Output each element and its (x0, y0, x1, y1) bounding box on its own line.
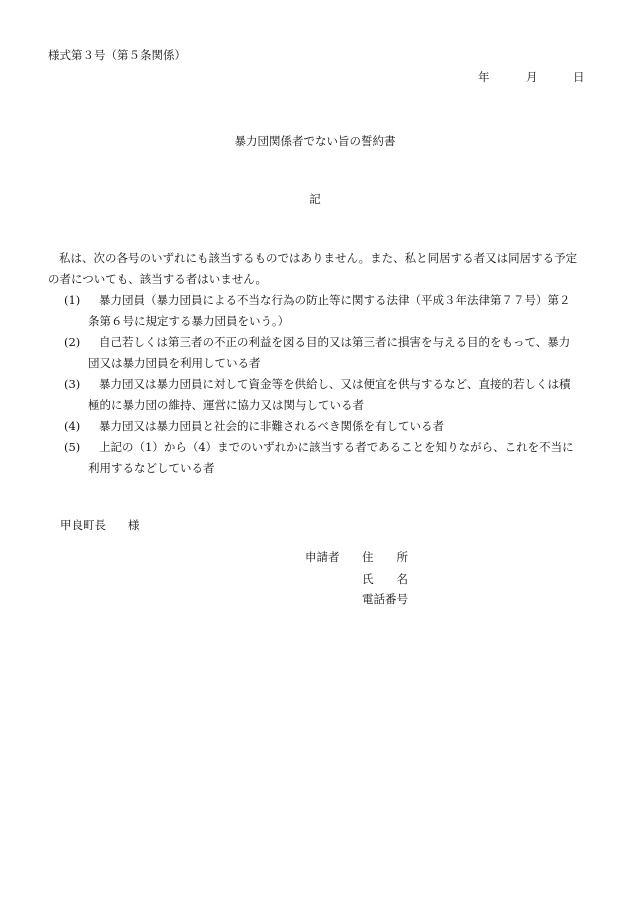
intro-line-2: の者についても、該当する者はいません。 (48, 272, 267, 286)
name-label: 氏 名 (362, 572, 408, 586)
item-text-line: 自己若しくは第三者の不正の利益を図る目的又は第三者に損害を与える目的をもって、暴力 (99, 335, 571, 349)
date-year-label: 年 (478, 70, 490, 84)
phone-label: 電話番号 (362, 592, 408, 606)
addressee-name: 甲良町長 (60, 518, 106, 532)
list-item (48, 332, 588, 374)
list-item (48, 437, 588, 479)
list-item (48, 416, 588, 437)
item-text-line: 暴力団又は暴力団員と社会的に非難されるべき関係を有している者 (99, 419, 444, 433)
date-month-label: 月 (526, 70, 538, 84)
date-line (478, 69, 588, 85)
item-number: (2) (64, 335, 81, 349)
item-text-line: 極的に暴力団の維持、運営に協力又は関与している者 (88, 398, 364, 412)
list-item (48, 374, 588, 416)
item-number: (5) (64, 440, 81, 454)
item-number: (4) (64, 419, 81, 433)
item-number: (1) (64, 293, 81, 307)
addressee (60, 517, 140, 533)
date-day-label: 日 (573, 70, 585, 84)
item-text-line: 上記の（1）から（4）までのいずれかに該当する者であることを知りながら、これを不当に (99, 440, 574, 454)
document-title: 暴力団関係者でない旨の誓約書 (234, 134, 396, 148)
applicant-label: 申請者 (305, 550, 340, 564)
addressee-honorific: 様 (128, 518, 140, 532)
declaration-items (48, 290, 588, 479)
address-label: 住 所 (362, 550, 408, 564)
intro-paragraph (48, 248, 588, 290)
list-item (48, 290, 588, 332)
form-number: 様式第３号（第５条関係） (48, 48, 186, 62)
item-text-line: 暴力団員（暴力団員による不当な行為の防止等に関する法律（平成３年法律第７７号）第２ (99, 293, 571, 307)
item-text-line: 利用するなどしている者 (88, 461, 215, 475)
item-number: (3) (64, 377, 81, 391)
intro-line-1: 私は、次の各号のいずれにも該当するものではありません。また、私と同居する者又は同居する予定 (59, 251, 578, 265)
item-text-line: 条第６号に規定する暴力団員をいう。） (88, 314, 290, 328)
item-text-line: 暴力団又は暴力団員に対して資金等を供給し、又は便宜を供与するなど、直接的若しくは積 (99, 377, 571, 391)
item-text-line: 団又は暴力団員を利用している者 (88, 356, 261, 370)
ki-heading: 記 (309, 192, 321, 206)
